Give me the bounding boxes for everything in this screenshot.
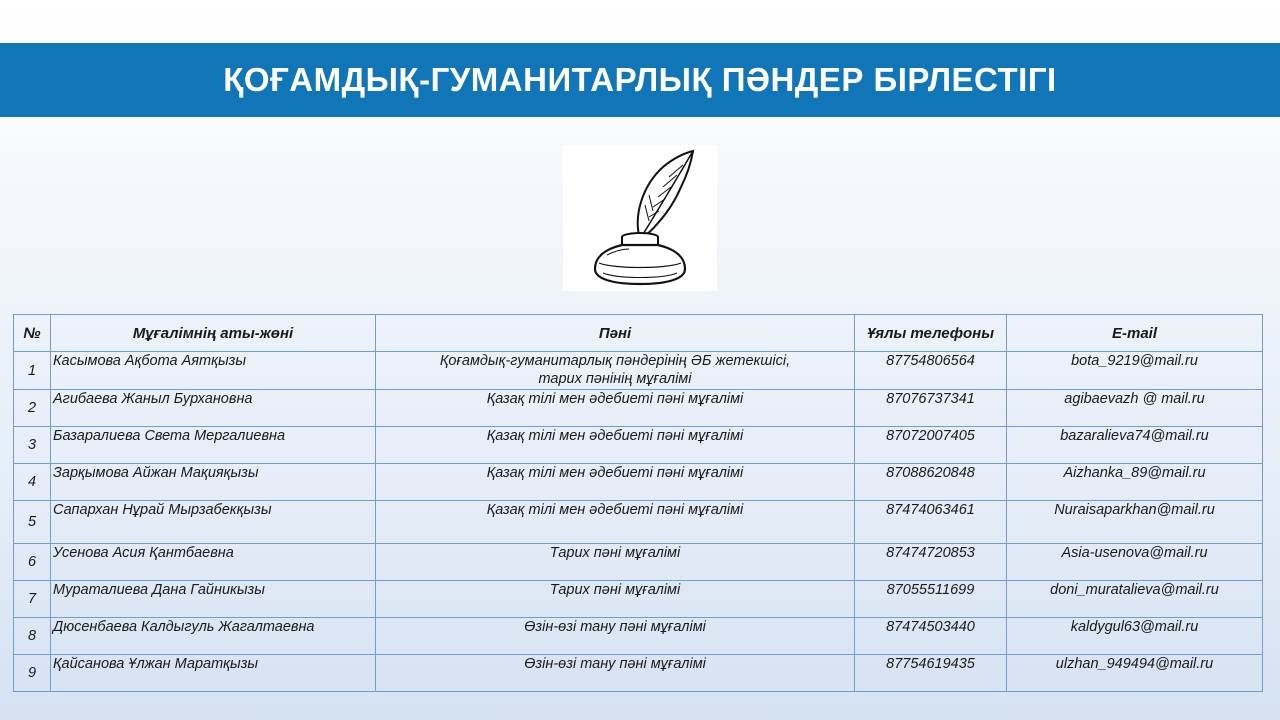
staff-table [13, 314, 1263, 692]
column-header-phone: Ұялы телефоны [855, 315, 1007, 352]
table-row [14, 581, 1263, 618]
row-number: 4 [14, 464, 51, 501]
subject-cell: Қазақ тілі мен әдебиеті пәні мұғалімі [376, 390, 855, 427]
subject-cell: Қазақ тілі мен әдебиеті пәні мұғалімі [376, 427, 855, 464]
row-number: 6 [14, 544, 51, 581]
row-number: 1 [14, 352, 51, 390]
subject-cell: Тарих пәні мұғалімі [376, 544, 855, 581]
table-row [14, 464, 1263, 501]
column-header-email: E-mail [1007, 315, 1263, 352]
page-title: ҚОҒАМДЫҚ-ГУМАНИТАРЛЫҚ ПӘНДЕР БІРЛЕСТІГІ [223, 61, 1057, 98]
phone-number: 87754806564 [855, 352, 1007, 390]
column-header-number: № [14, 315, 51, 352]
phone-number: 87474720853 [855, 544, 1007, 581]
row-number: 5 [14, 501, 51, 544]
subject-cell: Өзін-өзі тану пәні мұғалімі [376, 655, 855, 692]
phone-number: 87474503440 [855, 618, 1007, 655]
subject-line-1: Қоғамдық-гуманитарлық пәндерінің ӘБ жетекшісі, [439, 353, 791, 369]
table-row [14, 544, 1263, 581]
teacher-name: Дюсенбаева Калдыгуль Жагалтаевна [51, 618, 376, 655]
subject-cell: Қазақ тілі мен әдебиеті пәні мұғалімі [376, 501, 855, 544]
table-row [14, 390, 1263, 427]
table-row [14, 352, 1263, 390]
email-address: bazaralieva74@mail.ru [1007, 427, 1263, 464]
teacher-name: Агибаева Жаныл Бурхановна [51, 390, 376, 427]
row-number: 8 [14, 618, 51, 655]
row-number: 7 [14, 581, 51, 618]
subject-cell [376, 352, 855, 390]
subject-cell: Тарих пәні мұғалімі [376, 581, 855, 618]
column-header-name: Мұғалімнің аты-жөні [51, 315, 376, 352]
teacher-name: Усенова Асия Қантбаевна [51, 544, 376, 581]
row-number: 9 [14, 655, 51, 692]
quill-inkwell-icon [563, 145, 717, 291]
teacher-name: Касымова Ақбота Аятқызы [51, 352, 376, 390]
phone-number: 87754619435 [855, 655, 1007, 692]
teacher-name: Қайсанова Ұлжан Маратқызы [51, 655, 376, 692]
table-header-row [14, 315, 1263, 352]
phone-number: 87076737341 [855, 390, 1007, 427]
email-address: ulzhan_949494@mail.ru [1007, 655, 1263, 692]
email-address: doni_muratalieva@mail.ru [1007, 581, 1263, 618]
title-banner [0, 43, 1280, 117]
column-header-subject: Пәні [376, 315, 855, 352]
phone-number: 87474063461 [855, 501, 1007, 544]
email-address: Asia-usenova@mail.ru [1007, 544, 1263, 581]
subject-cell: Қазақ тілі мен әдебиеті пәні мұғалімі [376, 464, 855, 501]
row-number: 3 [14, 427, 51, 464]
teacher-name: Сапархан Нұрай Мырзабекқызы [51, 501, 376, 544]
table-row [14, 427, 1263, 464]
subject-cell: Өзін-өзі тану пәні мұғалімі [376, 618, 855, 655]
email-address: agibaevazh @ mail.ru [1007, 390, 1263, 427]
phone-number: 87072007405 [855, 427, 1007, 464]
table-row [14, 618, 1263, 655]
table-row [14, 655, 1263, 692]
phone-number: 87088620848 [855, 464, 1007, 501]
email-address: kaldygul63@mail.ru [1007, 618, 1263, 655]
phone-number: 87055511699 [855, 581, 1007, 618]
row-number: 2 [14, 390, 51, 427]
teacher-name: Мураталиева Дана Гайникызы [51, 581, 376, 618]
email-address: bota_9219@mail.ru [1007, 352, 1263, 390]
email-address: Nuraisaparkhan@mail.ru [1007, 501, 1263, 544]
subject-line-2: тарих пәнінің мұғалімі [538, 371, 692, 387]
teacher-name: Зарқымова Айжан Мақияқызы [51, 464, 376, 501]
email-address: Aizhanka_89@mail.ru [1007, 464, 1263, 501]
teacher-name: Базаралиева Света Мергалиевна [51, 427, 376, 464]
table-row [14, 501, 1263, 544]
